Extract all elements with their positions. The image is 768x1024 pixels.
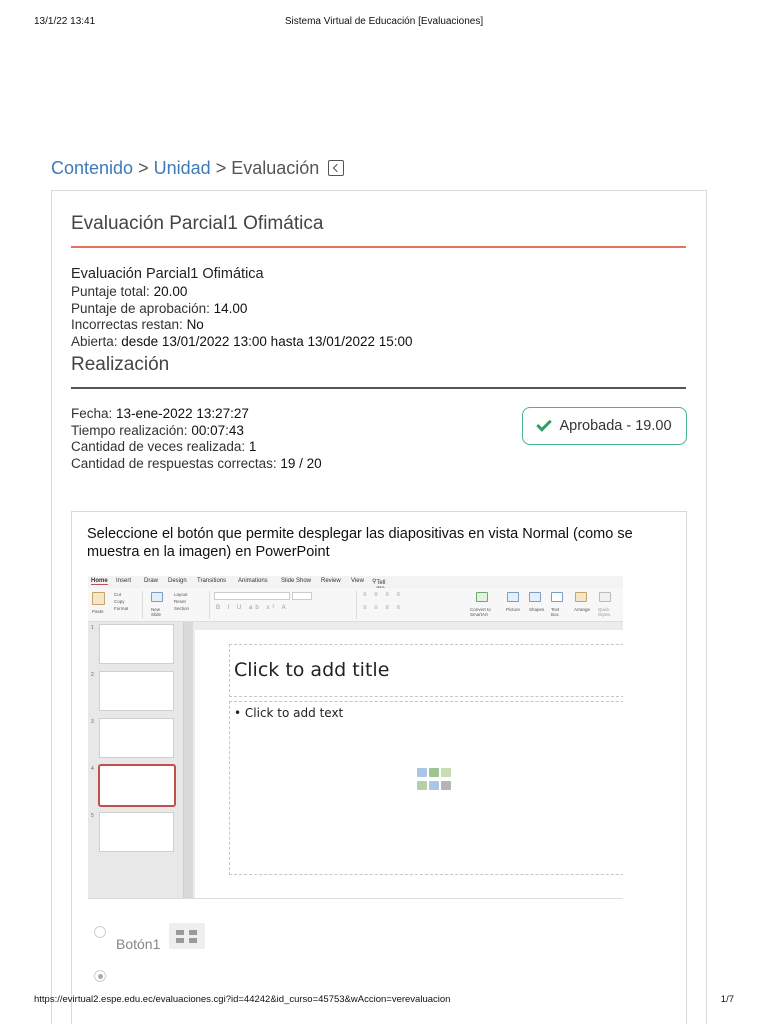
page-title: Evaluación Parcial1 Ofimática [71,213,324,234]
breadcrumb-separator: > [138,158,149,178]
ribbon-separator [356,591,357,619]
incorrectas-value: No [186,317,204,332]
slide-thumbnail [99,718,174,758]
title-placeholder-text: Click to add title [234,659,390,681]
tiempo-row [71,423,322,440]
ppt-tab-tell-me: ⚲ Tell [372,578,376,585]
text-box-icon [551,592,563,602]
ppt-tab-draw: Draw [144,578,159,584]
print-page-number: 1/7 [720,994,734,1005]
ppt-font-size-box [292,592,312,600]
correctas-value: 19 / 20 [280,455,322,471]
breadcrumb [51,158,344,179]
breadcrumb-separator: > [215,158,227,178]
puntaje-total-label: Puntaje total: [71,284,150,299]
ppt-slide [195,630,623,898]
evaluation-card [51,190,707,1024]
video-icon [441,781,451,790]
online-picture-icon [429,781,439,790]
paste-icon [92,592,105,605]
ppt-tab-home: Home [91,578,108,584]
ppt-section-label: Section [174,606,190,611]
slide-number: 2 [91,672,94,678]
ppt-tab-view: View [351,578,364,584]
ppt-ribbon-tabs [88,576,623,588]
ppt-slide-thumbnails [88,622,183,899]
breadcrumb-current: Evaluación [231,158,320,178]
collapse-left-icon[interactable] [328,160,344,176]
picture-icon [417,781,427,790]
print-header [0,16,768,30]
ppt-tell-me-label: Tell [376,580,386,586]
abierta-label: Abierta: [71,333,118,349]
fecha-row [71,406,322,423]
ppt-ribbon [88,588,623,622]
ppt-slide-canvas [193,622,623,899]
slide-number: 3 [91,719,94,725]
correctas-label: Cantidad de respuestas correctas: [71,455,277,471]
smartart-icon [476,592,488,602]
tiempo-value: 00:07:43 [191,422,244,438]
veces-value: 1 [248,439,257,454]
puntaje-total-value: 20.00 [153,284,188,299]
realizacion-info [71,406,322,472]
new-slide-icon [151,592,163,602]
insert-content-icons [417,768,451,798]
ppt-quick-styles-label: Quick Styles [598,607,611,617]
puntaje-aprobacion-row [71,301,413,318]
ppt-tab-transitions: Transitions [197,578,227,584]
incorrectas-label: Incorrectas restan: [71,317,183,332]
tiempo-label: Tiempo realización: [71,422,188,438]
ribbon-separator [209,591,210,619]
shapes-icon [529,592,541,602]
veces-label: Cantidad de veces realizada: [71,439,246,454]
abierta-row [71,334,413,351]
slide-thumbnail [99,671,174,711]
slide-thumbnail [99,812,174,852]
print-date: 13/1/22 13:41 [34,16,96,27]
option-1-label: Botón1 [116,936,161,952]
chart-icon [429,768,439,777]
slide-thumbnail-selected [98,764,176,807]
table-icon [417,768,427,777]
ppt-copy-label: Copy [114,599,125,604]
print-footer [0,994,768,1008]
slide-number: 4 [91,766,94,772]
slide-number: 1 [91,625,94,631]
title-divider [71,246,686,248]
arrange-icon [575,592,587,602]
body-placeholder-text: • Click to add text [234,706,344,720]
puntaje-aprobacion-label: Puntaje de aprobación: [71,300,210,316]
ppt-new-slide-label: New Slide [151,607,162,617]
paragraph-glyphs: ≡ ≡ ≡ ≡ [363,592,404,598]
section-divider [71,387,686,389]
incorrectas-row [71,317,413,334]
check-icon [537,416,553,432]
evaluation-info [71,265,413,350]
option-2-radio[interactable] [94,970,106,982]
question-text: Seleccione el botón que permite desplegar las diapositivas en vista Normal (como se muestra en la imagen) en PowerPoint [87,526,633,560]
ppt-tab-slide-show: Slide Show [281,578,312,584]
normal-view-icon [169,923,205,949]
picture-icon [507,592,519,602]
ppt-format-label: Format [114,606,129,611]
smartart-icon [441,768,451,777]
ppt-convert-label: Convert to SmartArt [470,607,491,617]
question-panel [71,511,687,1024]
slide-number: 5 [91,813,94,819]
ppt-picture-label: Picture [506,607,521,612]
quick-styles-icon [599,592,611,602]
ppt-tab-review: Review [321,578,341,584]
fecha-value: 13-ene-2022 13:27:27 [116,406,249,421]
ppt-tab-animations: Animations [238,578,268,584]
print-title: Sistema Virtual de Educación [Evaluaciones] [284,16,484,27]
realizacion-title: Realización [71,354,170,375]
status-badge-label: Aprobada - 19.00 [559,418,672,434]
veces-row [71,439,322,456]
body-placeholder [229,701,623,875]
ppt-pane-divider [183,622,193,899]
ppt-tab-design: Design [168,578,187,584]
status-badge [522,407,687,445]
ppt-arrange-label: Arrange [574,607,591,612]
align-glyphs: ≡ ≡ ≡ ≡ [363,605,404,611]
puntaje-total-row [71,284,413,301]
option-1-radio[interactable] [94,926,106,938]
ppt-shapes-label: Shapes [529,607,545,612]
ppt-paste-label: Paste [92,609,104,614]
ppt-reset-label: Reset [174,599,186,604]
powerpoint-screenshot [88,576,623,899]
abierta-value: desde 13/01/2022 13:00 hasta 13/01/2022 15:00 [121,333,413,349]
ppt-cut-label: Cut [114,592,122,597]
fecha-label: Fecha: [71,406,113,421]
ppt-text-box-label: Text Box [551,607,560,617]
ribbon-separator [142,591,143,619]
print-url: https://evirtual2.espe.edu.ec/evaluaciones.cgi?id=44242&id_curso=45753&wAccion=verevaluacion [34,994,451,1005]
puntaje-aprobacion-value: 14.00 [213,300,248,316]
slide-thumbnail [99,624,174,664]
correctas-row [71,456,322,473]
title-placeholder [229,644,623,697]
breadcrumb-unidad-link[interactable]: Unidad [153,158,211,178]
breadcrumb-contenido-link[interactable]: Contenido [51,158,134,178]
ppt-font-box [214,592,290,600]
evaluation-name: Evaluación Parcial1 Ofimática [71,266,264,282]
format-glyphs: B I U ab x² A [216,605,289,611]
ppt-tab-insert: Insert [116,578,132,584]
ppt-layout-label: Layout [174,592,188,597]
